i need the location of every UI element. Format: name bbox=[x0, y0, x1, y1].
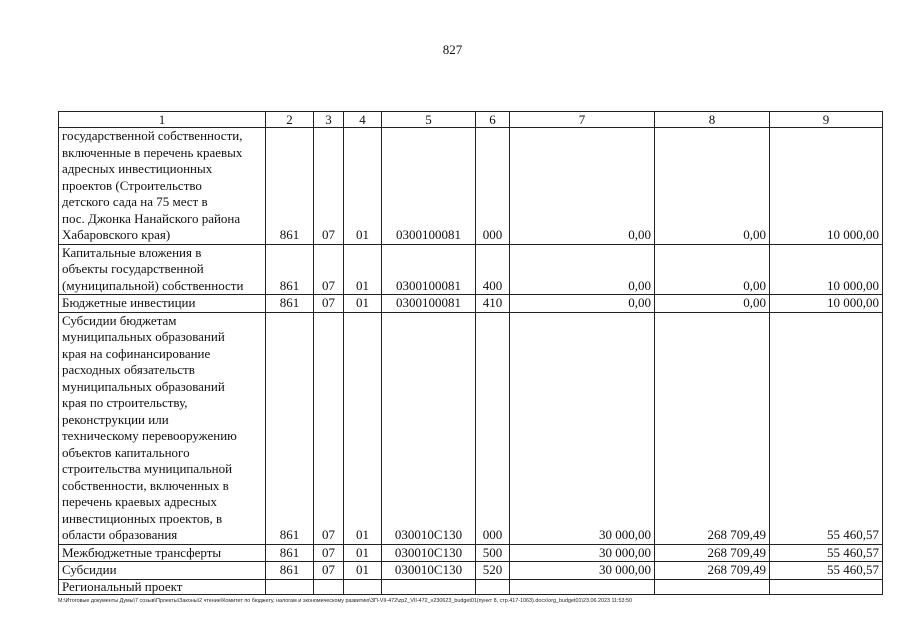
column-header: 1 bbox=[59, 112, 266, 128]
cell-amount-col8: 268 709,49 bbox=[655, 544, 770, 562]
row-name: государственной собственности, включенные в перечень краевых адресных инвестиционных проектов (Строительство детского сада на 75 мест в пос. Джонка Нанайского района Хабаровского края) bbox=[59, 128, 266, 245]
empty-cell bbox=[476, 579, 510, 594]
cell-subsection: 01 bbox=[344, 562, 382, 580]
cell-amount-col8: 0,00 bbox=[655, 295, 770, 313]
cell-amount-col9: 55 460,57 bbox=[770, 312, 883, 544]
row-name: Субсидии bbox=[59, 562, 266, 580]
table-row bbox=[59, 244, 883, 295]
cell-ministry-code: 861 bbox=[266, 295, 314, 313]
empty-cell bbox=[655, 579, 770, 594]
cell-amount-col8: 0,00 bbox=[655, 244, 770, 295]
row-name: Региональный проект bbox=[59, 579, 266, 594]
cell-amount-col8: 268 709,49 bbox=[655, 562, 770, 580]
table-header-row bbox=[59, 112, 883, 128]
cell-subsection: 01 bbox=[344, 128, 382, 245]
column-header: 9 bbox=[770, 112, 883, 128]
cell-target-article: 0300100081 bbox=[382, 128, 476, 245]
cell-subsection: 01 bbox=[344, 312, 382, 544]
cell-target-article: 0300100081 bbox=[382, 244, 476, 295]
empty-cell bbox=[344, 579, 382, 594]
cell-ministry-code: 861 bbox=[266, 244, 314, 295]
cell-section: 07 bbox=[314, 244, 344, 295]
cell-target-article: 030010С130 bbox=[382, 312, 476, 544]
column-header: 4 bbox=[344, 112, 382, 128]
page-number: 827 bbox=[442, 42, 463, 57]
cell-ministry-code: 861 bbox=[266, 544, 314, 562]
budget-table bbox=[58, 111, 883, 595]
empty-cell bbox=[314, 579, 344, 594]
empty-cell bbox=[510, 579, 655, 594]
cell-amount-col8: 268 709,49 bbox=[655, 312, 770, 544]
table-row bbox=[59, 562, 883, 580]
cell-subsection: 01 bbox=[344, 544, 382, 562]
table-row bbox=[59, 295, 883, 313]
cell-expense-type: 000 bbox=[476, 128, 510, 245]
table-row bbox=[59, 544, 883, 562]
cell-amount-col9: 10 000,00 bbox=[770, 244, 883, 295]
cell-expense-type: 520 bbox=[476, 562, 510, 580]
column-header: 2 bbox=[266, 112, 314, 128]
cell-section: 07 bbox=[314, 295, 344, 313]
empty-cell bbox=[770, 579, 883, 594]
row-name: Капитальные вложения в объекты государственной (муниципальной) собственности bbox=[59, 244, 266, 295]
cell-target-article: 0300100081 bbox=[382, 295, 476, 313]
table-row-partial bbox=[59, 579, 883, 594]
cell-amount-col7: 30 000,00 bbox=[510, 562, 655, 580]
column-header: 7 bbox=[510, 112, 655, 128]
cell-ministry-code: 861 bbox=[266, 562, 314, 580]
cell-amount-col9: 55 460,57 bbox=[770, 544, 883, 562]
cell-section: 07 bbox=[314, 544, 344, 562]
cell-amount-col7: 0,00 bbox=[510, 128, 655, 245]
table-row bbox=[59, 128, 883, 245]
row-name: Субсидии бюджетам муниципальных образований края на софинансирование расходных обязательств муниципальных образований края по строительству, реконструкции или техническому перевооружению объектов капитального строительства муниципальной собственности, включенных в перечень краевых адресных инвестиционных проектов, в области образования bbox=[59, 312, 266, 544]
cell-amount-col8: 0,00 bbox=[655, 128, 770, 245]
cell-amount-col7: 0,00 bbox=[510, 295, 655, 313]
cell-target-article: 030010С130 bbox=[382, 544, 476, 562]
cell-section: 07 bbox=[314, 128, 344, 245]
cell-expense-type: 500 bbox=[476, 544, 510, 562]
empty-cell bbox=[382, 579, 476, 594]
cell-subsection: 01 bbox=[344, 244, 382, 295]
cell-ministry-code: 861 bbox=[266, 312, 314, 544]
cell-target-article: 030010С130 bbox=[382, 562, 476, 580]
cell-amount-col7: 30 000,00 bbox=[510, 312, 655, 544]
cell-amount-col9: 55 460,57 bbox=[770, 562, 883, 580]
cell-amount-col7: 30 000,00 bbox=[510, 544, 655, 562]
column-header: 6 bbox=[476, 112, 510, 128]
cell-amount-col9: 10 000,00 bbox=[770, 128, 883, 245]
cell-amount-col7: 0,00 bbox=[510, 244, 655, 295]
column-header: 5 bbox=[382, 112, 476, 128]
row-name: Бюджетные инвестиции bbox=[59, 295, 266, 313]
column-header: 3 bbox=[314, 112, 344, 128]
cell-amount-col9: 10 000,00 bbox=[770, 295, 883, 313]
cell-expense-type: 410 bbox=[476, 295, 510, 313]
cell-expense-type: 400 bbox=[476, 244, 510, 295]
row-name: Межбюджетные трансферты bbox=[59, 544, 266, 562]
empty-cell bbox=[266, 579, 314, 594]
table-row bbox=[59, 312, 883, 544]
cell-section: 07 bbox=[314, 562, 344, 580]
cell-expense-type: 000 bbox=[476, 312, 510, 544]
document-footer-path: M:\Итоговые документы Думы\7 созыв\Проекты\Законы\2 чтение\Комитет по бюджету, налогам и экономическому развитию\ЗП-VII-472\zp2_VII-472_v230623_budget01(пункт 8, стр.417-1063).docx\org_budget01\23.06.2023 11:53:50 bbox=[58, 598, 633, 604]
column-header: 8 bbox=[655, 112, 770, 128]
cell-ministry-code: 861 bbox=[266, 128, 314, 245]
cell-section: 07 bbox=[314, 312, 344, 544]
cell-subsection: 01 bbox=[344, 295, 382, 313]
